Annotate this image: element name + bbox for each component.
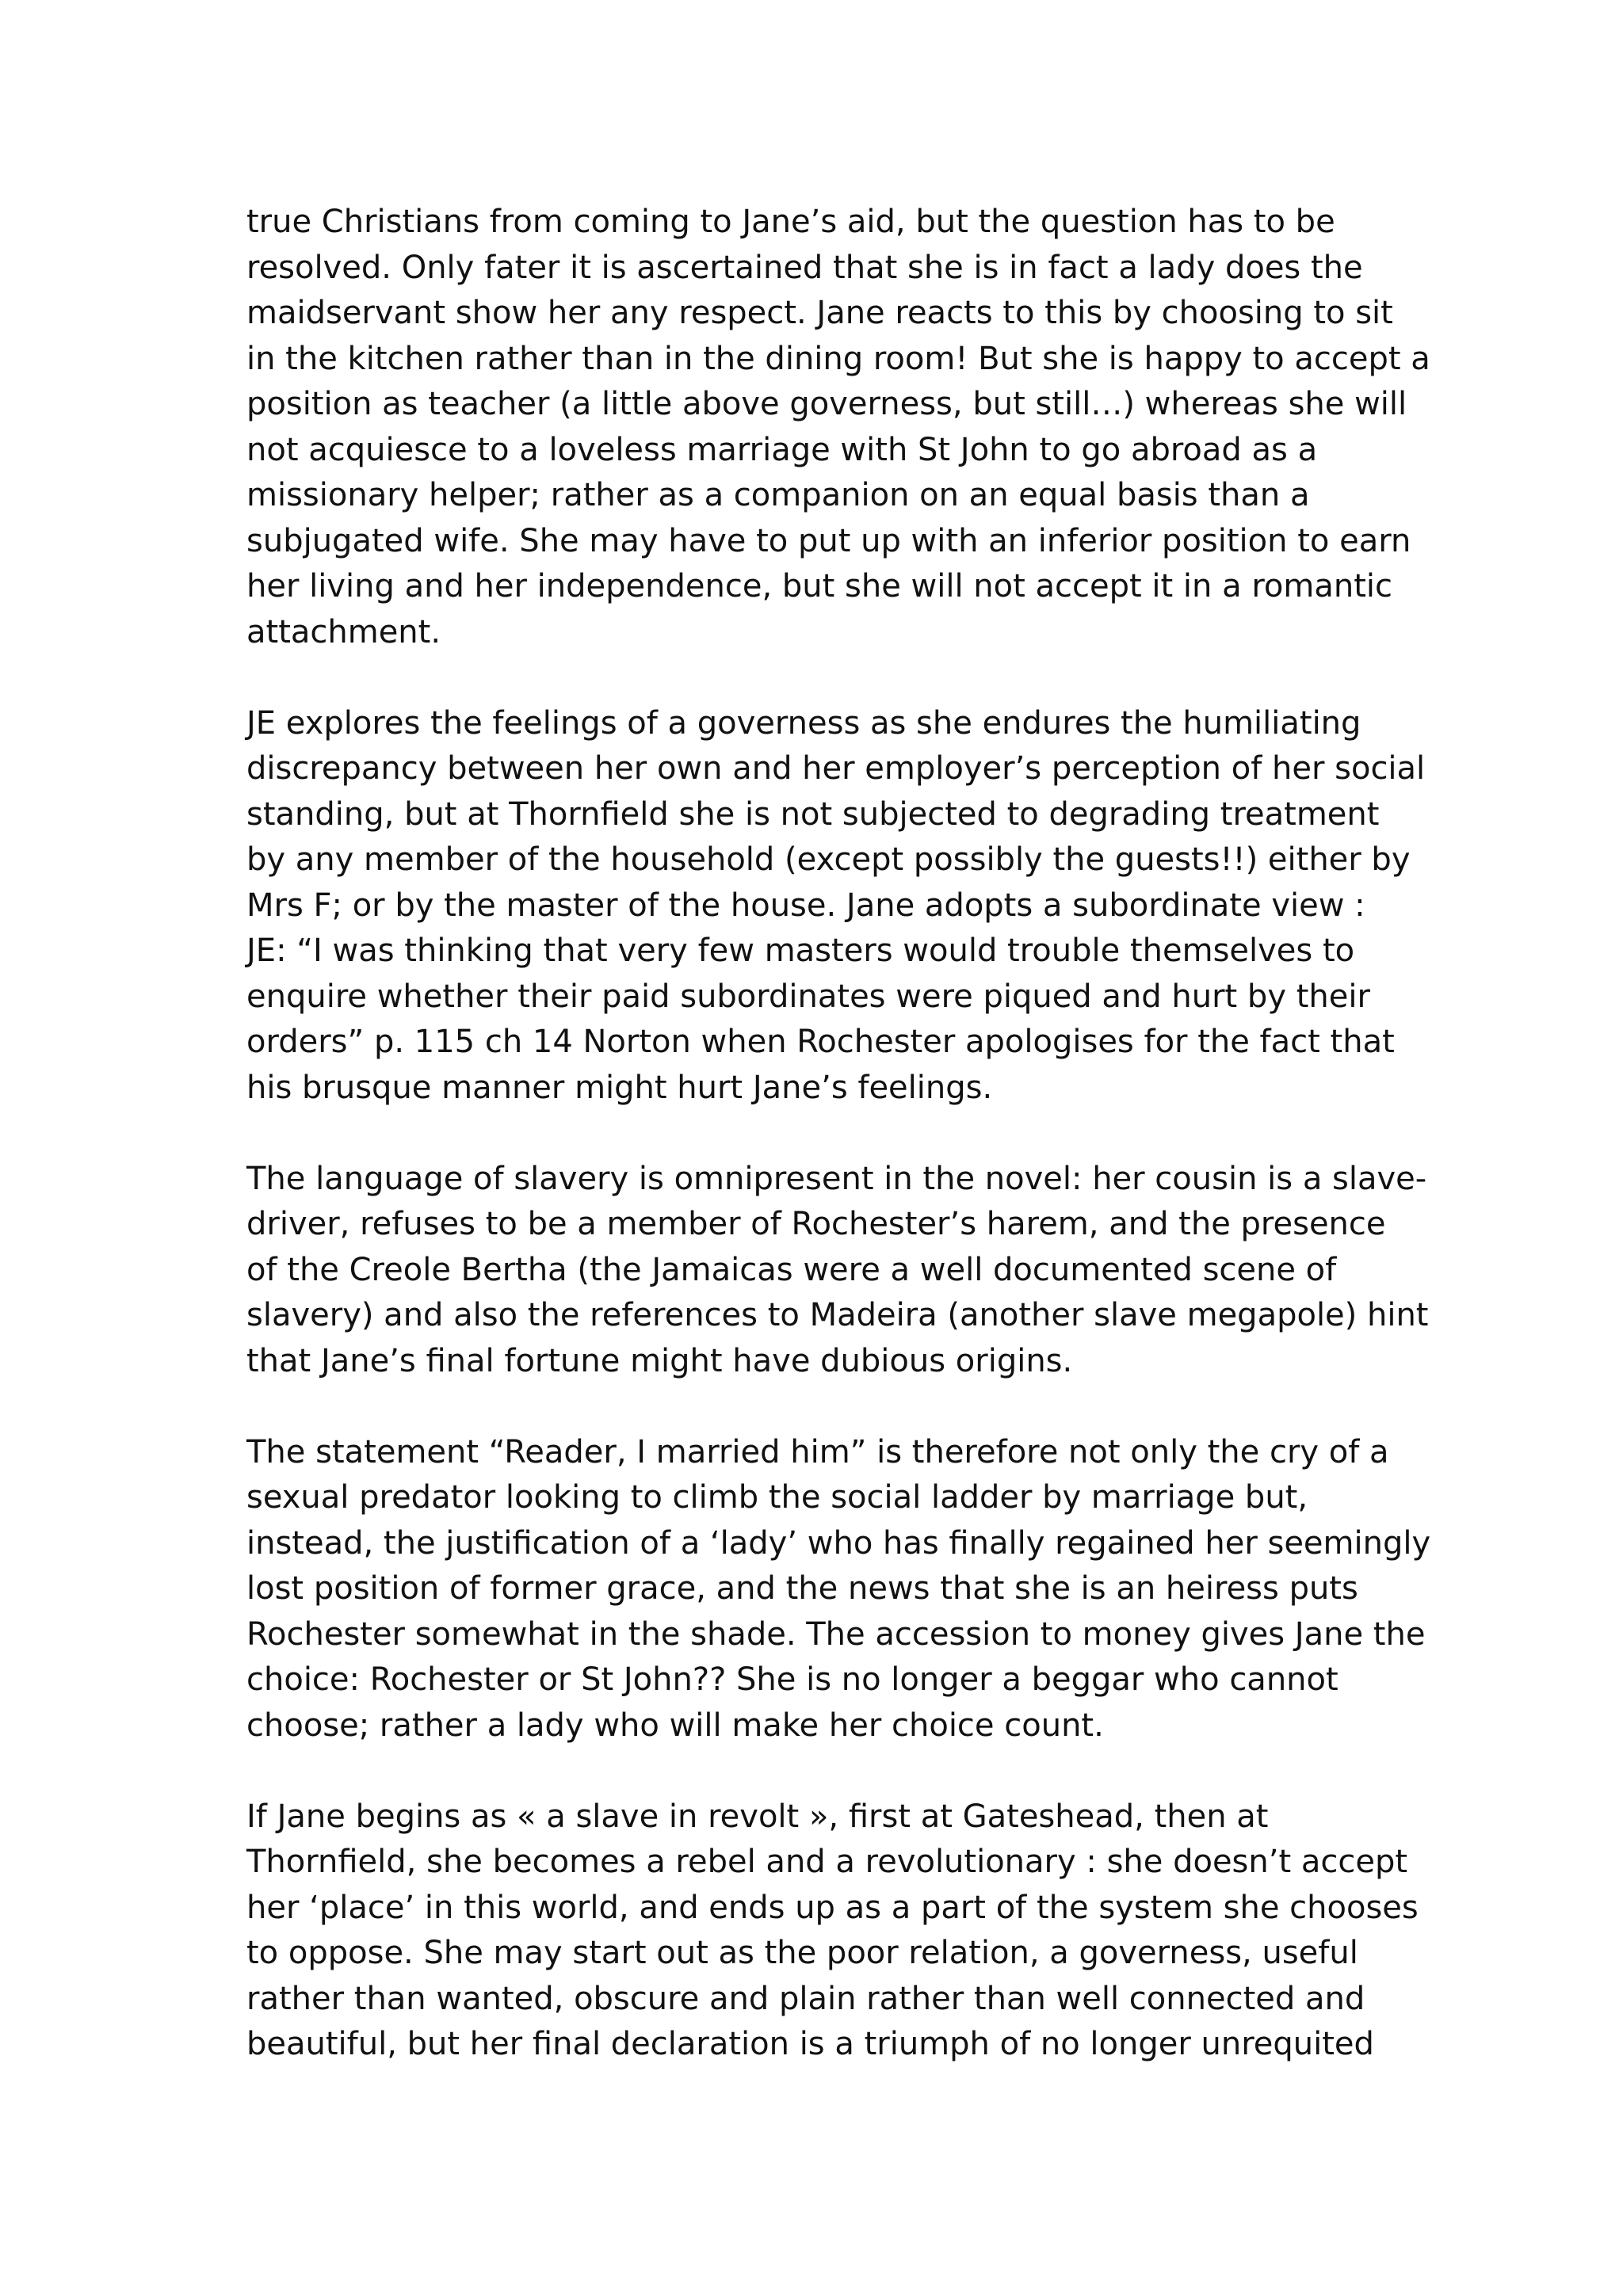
essay-body [246,200,1431,2113]
text-line: rather than wanted, obscure and plain rather than well connected and [246,1980,1365,2017]
paragraph-5 [246,1794,1419,2068]
text-line: The statement “Reader, I married him” is therefore not only the cry of a [246,1433,1389,1470]
text-line: lost position of former grace, and the news that she is an heiress puts [246,1570,1358,1607]
text-line: instead, the justification of a ‘lady’ who has finally regained her seemingly [246,1524,1431,1562]
text-line: in the kitchen rather than in the dining room! But she is happy to accept a [246,340,1430,377]
text-line: slavery) and also the references to Madeira (another slave megapole) hint [246,1297,1429,1333]
text-line: resolved. Only fater it is ascertained that she is in fact a lady does the [246,249,1363,286]
text-line: subjugated wife. She may have to put up with an inferior position to earn [246,522,1411,559]
text-line: discrepancy between her own and her employer’s perception of her social [246,750,1426,787]
text-line: choice: Rochester or St John?? She is no longer a beggar who cannot [246,1661,1338,1698]
text-line: that Jane’s final fortune might have dubious origins. [246,1342,1073,1379]
text-line: his brusque manner might hurt Jane’s feelings. [246,1069,993,1106]
text-line: attachment. [246,613,441,650]
paragraph-3 [246,1157,1429,1385]
text-line: maidservant show her any respect. Jane reacts to this by choosing to sit [246,295,1393,331]
paragraph-1 [246,200,1430,655]
text-line: If Jane begins as « a slave in revolt », first at Gateshead, then at [246,1798,1269,1835]
text-line: missionary helper; rather as a companion on an equal basis than a [246,477,1310,513]
text-line: The language of slavery is omnipresent in the novel: her cousin is a slave- [246,1160,1427,1197]
text-line: beautiful, but her final declaration is a triumph of no longer unrequited [246,2026,1374,2062]
text-line: her ‘place’ in this world, and ends up as a part of the system she chooses [246,1889,1419,1926]
paragraph-4 [246,1430,1431,1749]
text-line: sexual predator looking to climb the social ladder by marriage but, [246,1479,1308,1516]
text-line: JE explores the feelings of a governess as she endures the humiliating [246,704,1361,742]
text-line: of the Creole Bertha (the Jamaicas were a well documented scene of [246,1251,1337,1288]
paragraph-2 [246,701,1426,1112]
text-line: enquire whether their paid subordinates were piqued and hurt by their [246,978,1370,1015]
text-line: Thornfield, she becomes a rebel and a revolutionary : she doesn’t accept [246,1844,1408,1880]
text-line: her living and her independence, but she will not accept it in a romantic [246,568,1392,605]
text-line: true Christians from coming to Jane’s aid, but the question has to be [246,204,1335,240]
text-line: choose; rather a lady who will make her choice count. [246,1707,1104,1744]
text-line: by any member of the household (except possibly the guests!!) either by [246,841,1411,878]
text-line: Rochester somewhat in the shade. The accession to money gives Jane the [246,1615,1426,1653]
text-line: Mrs F; or by the master of the house. Jane adopts a subordinate view : [246,887,1365,924]
text-line: standing, but at Thornfield she is not subjected to degrading treatment [246,795,1380,833]
text-line: orders” p. 115 ch 14 Norton when Rochester apologises for the fact that [246,1024,1395,1060]
text-line: JE: “I was thinking that very few masters would trouble themselves to [246,933,1355,969]
text-line: position as teacher (a little above governess, but still…) whereas she will [246,386,1407,422]
text-line: driver, refuses to be a member of Rochester’s harem, and the presence [246,1206,1386,1242]
text-line: not acquiesce to a loveless marriage with St John to go abroad as a [246,431,1318,468]
text-line: to oppose. She may start out as the poor relation, a governess, useful [246,1935,1358,1971]
